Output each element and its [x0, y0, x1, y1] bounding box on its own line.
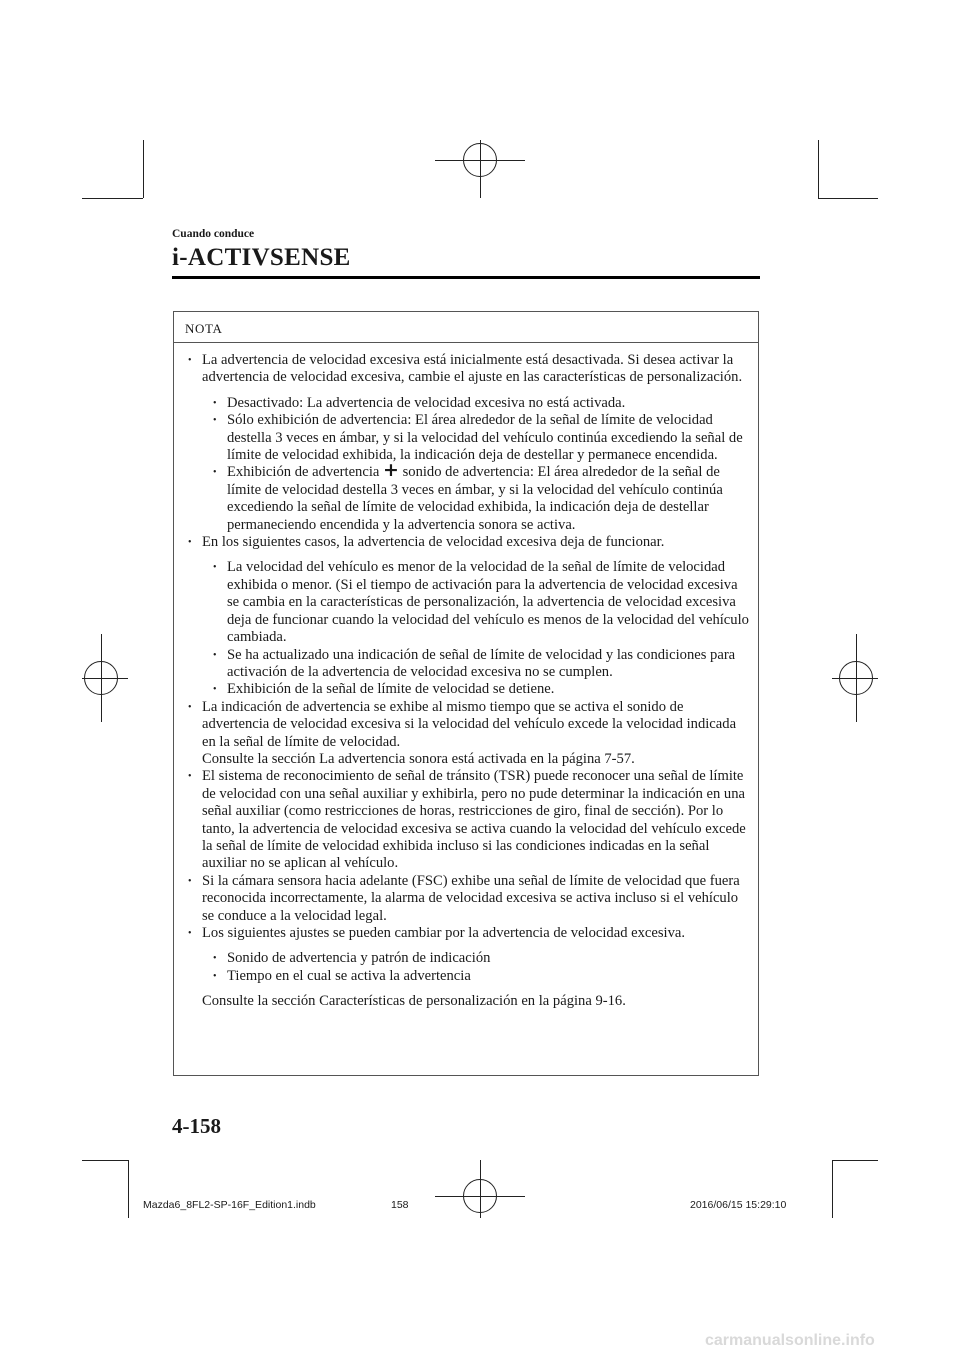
footer-timestamp: 2016/06/15 15:29:10: [690, 1199, 787, 1211]
settings-option-label: Exhibición de advertencia: [227, 464, 380, 481]
settings-option: • Sólo exhibición de advertencia: El área alrededor de la señal de límite de velocidad destella 3 veces en ámbar, y si la velocidad del vehículo continúa excediendo la señal de límite de velocidad exhibida, la indicación deja de destellar y permanece encendida.: [185, 412, 750, 464]
stop-case: • Exhibición de la señal de límite de velocidad se detiene.: [185, 681, 750, 698]
note-box: [173, 311, 759, 1076]
settings-option: [185, 459, 750, 534]
note-item: • La indicación de advertencia se exhibe al mismo tiempo que se activa el sonido de advertencia de velocidad excesiva si la velocidad del vehículo excede la velocidad indicada en la señal de límite de velocidad.: [185, 699, 750, 751]
note-item: • En los siguientes casos, la advertencia de velocidad excesiva deja de funcionar.: [185, 534, 750, 551]
page-number: 4-158: [172, 1114, 221, 1138]
changeable-setting: • Sonido de advertencia y patrón de indicación: [185, 950, 750, 967]
footer-file-page: 158: [391, 1199, 409, 1211]
title-rule: [172, 276, 760, 279]
note-item: • La advertencia de velocidad excesiva está inicialmente está desactivada. Si desea activar la advertencia de velocidad excesiva, cambie el ajuste en las características de personalización.: [185, 352, 750, 387]
note-item: • Los siguientes ajustes se pueden cambiar por la advertencia de velocidad excesiva.: [185, 925, 750, 942]
plus-icon: +: [383, 459, 399, 482]
page-title: i-ACTIVSENSE: [172, 244, 351, 271]
stop-case: • Se ha actualizado una indicación de señal de límite de velocidad y las condiciones para activación de la advertencia de velocidad excesiva no se cumplen.: [185, 647, 750, 682]
consult-personalization: Consulte la sección Características de personalización en la página 9-16.: [202, 993, 626, 1010]
note-item: • Si la cámara sensora hacia adelante (FSC) exhibe una señal de límite de velocidad que fuera reconocida incorrectamente, la alarma de velocidad excesiva se activa incluso si el vehículo se conduce a la velocidad legal.: [185, 873, 750, 925]
footer-file-name: Mazda6_8FL2-SP-16F_Edition1.indb: [143, 1199, 316, 1211]
consult-warning: Consulte la sección La advertencia sonora está activada en la página 7-57.: [202, 750, 635, 767]
note-item: • El sistema de reconocimiento de señal de tránsito (TSR) puede reconocer una señal de límite de velocidad con una señal auxiliar y exhibirla, pero no pude determinar la indicación en una señal auxiliar (como restricciones de horas, restricciones de giro, final de sección). Por lo tanto, la advertencia de velocidad excesiva se activa cuando la velocidad del vehículo excede la señal de límite de velocidad exhibida incluso si las condiciones indicadas en la señal auxiliar no se aplican al vehículo.: [185, 768, 750, 872]
section-label: Cuando conduce: [172, 228, 255, 240]
note-body: [174, 343, 758, 1011]
settings-option: • Desactivado: La advertencia de velocidad excesiva no está activada.: [185, 395, 750, 412]
settings-option-text: sonido de advertencia: El área alrededor de la señal de límite de velocidad destella 3 veces en ámbar, y si la velocidad del vehículo continúa excediendo la señal de límite de velocidad exhibida, la indicación deja de destellar permaneciendo encendida y la advertencia sonora se activa.: [227, 464, 723, 533]
changeable-setting: • Tiempo en el cual se activa la advertencia: [185, 968, 750, 985]
note-heading: NOTA: [174, 312, 758, 343]
stop-case: • La velocidad del vehículo es menor de la velocidad de la señal de límite de velocidad exhibida o menor. (Si el tiempo de activación para la advertencia de velocidad excesiva se cambia en la características de personalización, la advertencia de velocidad excesiva deja de funcionar cuando la velocidad del vehículo es menos de la velocidad del vehículo cambiada.: [185, 559, 750, 646]
watermark: carmanualsonline.info: [705, 1332, 875, 1349]
